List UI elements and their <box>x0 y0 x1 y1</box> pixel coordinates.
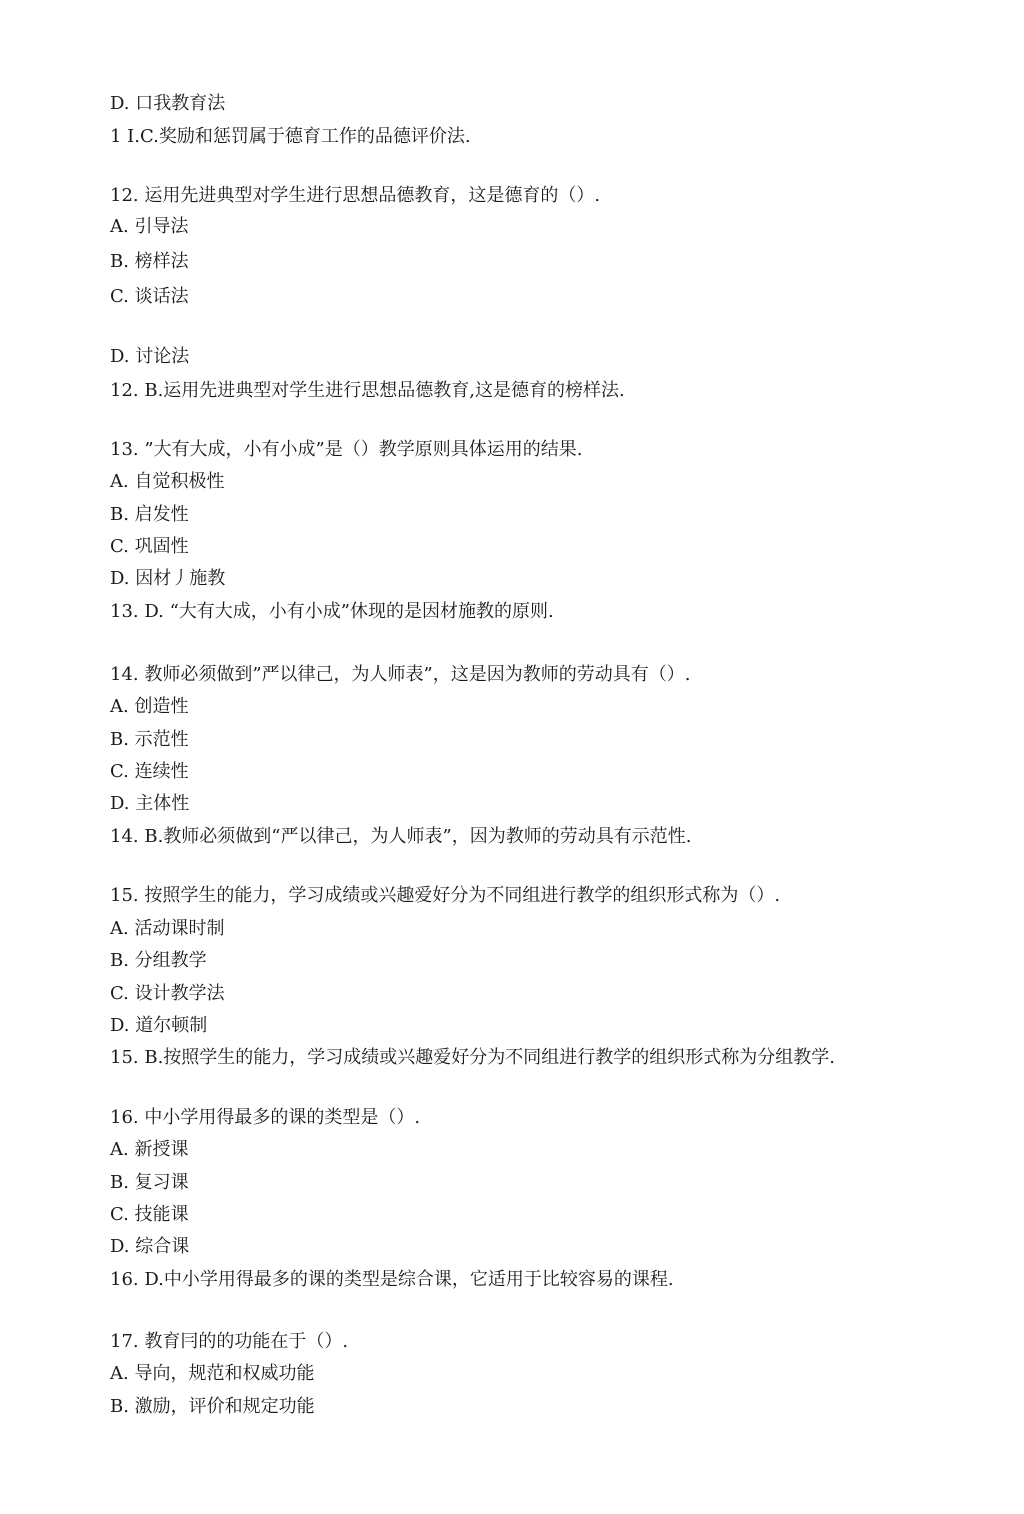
option-a-q17: A. 导向，规范和权威功能 <box>110 1363 315 1384</box>
option-d-q12: D. 讨论法 <box>110 346 190 367</box>
option-c-q16: C. 技能课 <box>110 1204 189 1225</box>
option-a-q12: A. 引导法 <box>110 216 189 237</box>
answer-q13: 13. D. “大有大成，小有小成”休现的是因材施教的原则. <box>110 601 554 622</box>
answer-q14: 14. B.教师必须做到“严以律己，为人师表”，因为教师的劳动具有示范性. <box>110 826 692 847</box>
question-14: 14. 教师必须做到”严以律己，为人师表”，这是因为教师的劳动具有（）. <box>110 664 691 685</box>
question-13: 13. ”大有大成，小有小成”是（）教学原则具体运用的结果. <box>110 439 583 460</box>
answer-q16: 16. D.中小学用得最多的课的类型是综合课，它适用于比较容易的课程. <box>110 1269 674 1290</box>
option-a-q13: A. 自觉积极性 <box>110 471 225 492</box>
option-b-q15: B. 分组教学 <box>110 950 207 971</box>
option-b-q14: B. 示范性 <box>110 729 189 750</box>
option-d-q16: D. 综合课 <box>110 1236 190 1257</box>
option-d-q14: D. 主体性 <box>110 793 190 814</box>
option-b-q12: B. 榜样法 <box>110 251 189 272</box>
option-c-q13: C. 巩固性 <box>110 536 189 557</box>
option-a-q14: A. 创造性 <box>110 696 189 717</box>
option-c-q12: C. 谈话法 <box>110 286 189 307</box>
answer-q11: 1 I.C.奖励和惩罚属于德育工作的品德评价法. <box>110 126 471 147</box>
question-15: 15. 按照学生的能力，学习成绩或兴趣爱好分为不同组进行教学的组织形式称为（）. <box>110 885 781 906</box>
option-d-q13: D. 因材丿施教 <box>110 568 226 589</box>
question-12: 12. 运用先进典型对学生进行思想品德教育，这是德育的（）. <box>110 185 601 206</box>
answer-q12: 12. B.运用先进典型对学生进行思想品德教育,这是德育的榜样法. <box>110 380 625 401</box>
option-a-q16: A. 新授课 <box>110 1139 189 1160</box>
question-17: 17. 教育冃的的功能在于（）. <box>110 1331 349 1352</box>
option-d-q11: D. 口我教育法 <box>110 93 226 114</box>
option-c-q14: C. 连续性 <box>110 761 189 782</box>
option-b-q17: B. 激励，评价和规定功能 <box>110 1396 315 1417</box>
question-16: 16. 中小学用得最多的课的类型是（）. <box>110 1107 421 1128</box>
option-a-q15: A. 活动课时制 <box>110 918 225 939</box>
option-d-q15: D. 道尔顿制 <box>110 1015 208 1036</box>
option-b-q13: B. 启发性 <box>110 504 189 525</box>
option-c-q15: C. 设计教学法 <box>110 983 225 1004</box>
option-b-q16: B. 复习课 <box>110 1172 189 1193</box>
answer-q15: 15. B.按照学生的能力，学习成绩或兴趣爱好分为不同组进行教学的组织形式称为分组教学. <box>110 1047 836 1068</box>
